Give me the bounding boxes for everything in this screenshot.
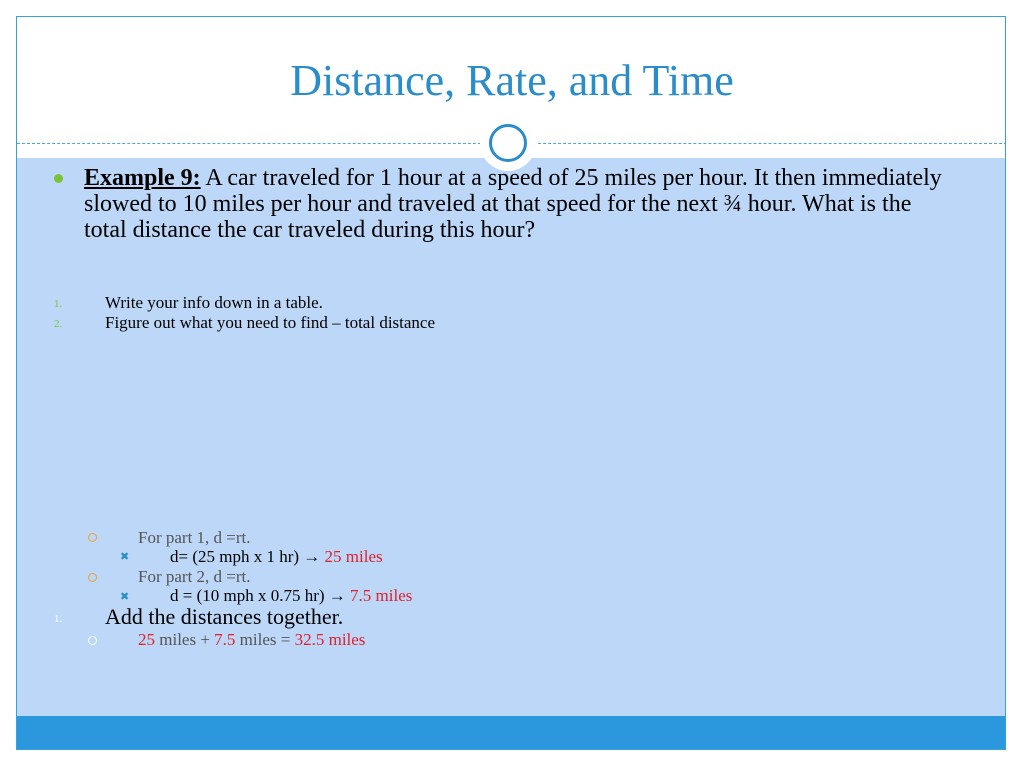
example-bullet (54, 165, 954, 243)
bullet-dot-icon (54, 174, 63, 183)
star-bullet-icon: ✖ (120, 550, 130, 563)
slide (16, 16, 1006, 750)
part-label: For part 2, d =rt. (138, 567, 251, 586)
part-result: 25 miles (320, 547, 383, 566)
star-bullet-icon: ✖ (120, 590, 130, 603)
step-text: Write your info down in a table. (105, 293, 323, 312)
circle-bullet-icon (88, 573, 97, 582)
step-number: 1. (54, 298, 63, 310)
example-problem: A car traveled for 1 hour at a speed of 25 miles per hour. It then immediately slowed to 10 miles per hour and traveled at that speed for the next ¾ hour. What is the total distance the car traveled during this hour? (84, 165, 942, 243)
slide-title: Distance, Rate, and Time (290, 56, 734, 105)
sum-line: 25 miles + 7.5 miles = 32.5 miles (138, 630, 366, 649)
ring-inner (489, 124, 527, 162)
step-number: 2. (54, 318, 63, 330)
part-label: For part 1, d =rt. (138, 528, 251, 547)
part-result: 7.5 miles (345, 586, 413, 605)
ring-ornament-icon (480, 115, 536, 171)
example-label: Example 9: (84, 165, 201, 191)
part-calc: d = (10 mph x 0.75 hr) → 7.5 miles (170, 586, 413, 605)
step-number: 1. (54, 613, 63, 625)
circle-bullet-icon (88, 533, 97, 542)
part-calc: d= (25 mph x 1 hr) → 25 miles (170, 547, 383, 566)
final-step-text: Add the distances together. (105, 604, 344, 629)
example-text (84, 165, 954, 243)
circle-bullet-icon (88, 636, 97, 645)
step-text: Figure out what you need to find – total distance (105, 313, 436, 332)
footer-bar (17, 716, 1006, 750)
sum-total: 32.5 miles (294, 630, 366, 649)
arrow-icon: → (303, 547, 321, 566)
arrow-icon: → (328, 586, 346, 605)
